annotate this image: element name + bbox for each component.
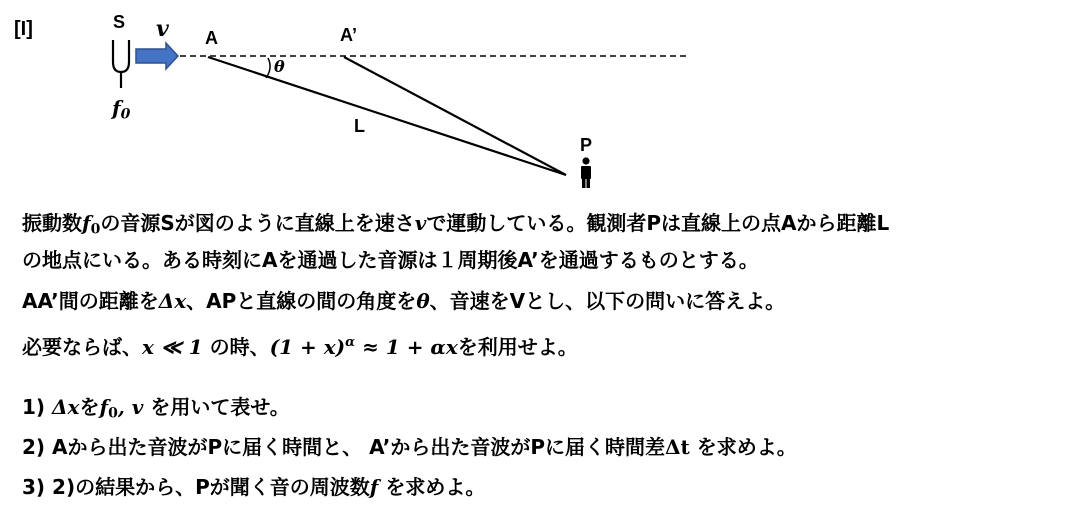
- velocity-label: v: [156, 16, 169, 42]
- question-2: 2) Aから出た音波がPに届く時間と、 A’から出た音波がPに届く時間差Δt を求めよ。: [22, 435, 797, 459]
- question-1: 1) Δxを$f_0$, v を用いて表せ。: [22, 395, 290, 422]
- section-label: [I]: [14, 18, 33, 40]
- source-label: S: [113, 12, 126, 32]
- problem-line-4: 必要ならば、x ≪ 1 の時、$(1 + x)^\alpha \approx 1 + \alpha x$を利用せよ。: [22, 334, 578, 359]
- velocity-arrow-icon: [136, 43, 178, 69]
- source-frequency-label: $f_0$: [112, 96, 131, 123]
- problem-line-2: の地点にいる。ある時刻にAを通過した音源は１周期後A’を通過するものとする。: [22, 248, 759, 272]
- angle-arc: [266, 58, 270, 78]
- line-aprime-to-p: [344, 57, 566, 175]
- tuning-fork-icon: [113, 40, 129, 88]
- angle-label: θ: [274, 57, 285, 76]
- problem-line-3: AA’間の距離をΔx、APと直線の間の角度をθ、音速をVとし、以下の問いに答えよ。: [22, 289, 786, 313]
- question-3: 3) 2)の結果から、Pが聞く音の周波数f を求めよ。: [22, 475, 486, 499]
- observer-label: P: [580, 135, 593, 155]
- line-a-to-p: [208, 57, 566, 175]
- point-a-prime-label: A’: [340, 25, 358, 45]
- point-a-label: A: [205, 28, 218, 48]
- distance-label: L: [354, 116, 365, 136]
- observer-person-icon: [581, 157, 591, 188]
- problem-line-1: 振動数$f_0$の音源Sが図のように直線上を速さvで運動している。観測者Pは直線上の点Aから距離L: [22, 211, 890, 238]
